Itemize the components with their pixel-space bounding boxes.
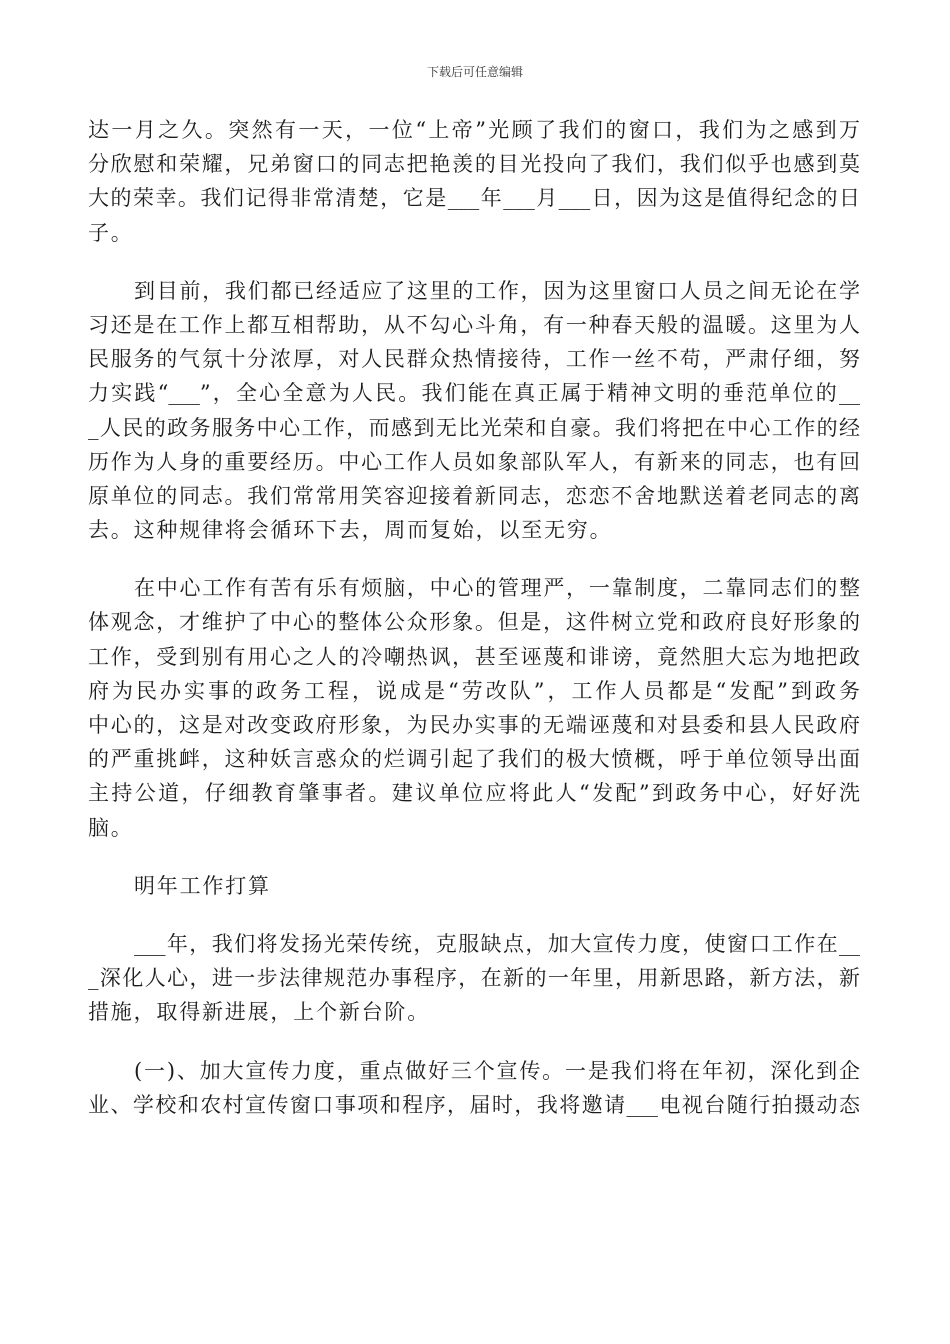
text-line: 分欣慰和荣耀，兄弟窗口的同志把艳羡的目光投向了我们，我们似乎也感到莫 bbox=[88, 152, 860, 177]
paragraph bbox=[88, 1054, 860, 1122]
paragraph bbox=[88, 113, 860, 250]
text-line: _人民的政务服务中心工作，而感到无比光荣和自豪。我们将把在中心工作的经 bbox=[88, 415, 860, 440]
text-line: 原单位的同志。我们常常用笑容迎接着新同志，恋恋不舍地默送着老同志的离 bbox=[88, 483, 860, 508]
text-line: 力实践“___”，全心全意为人民。我们能在真正属于精神文明的垂范单位的__ bbox=[88, 381, 860, 406]
text-line: _深化人心，进一步法律规范办事程序，在新的一年里，用新思路，新方法，新 bbox=[88, 966, 860, 991]
section-heading bbox=[88, 869, 860, 903]
text-line: 的严重挑衅，这种妖言惑众的烂调引起了我们的极大愤概，呼于单位领导出面 bbox=[88, 747, 860, 772]
text-line: (一)、加大宣传力度，重点做好三个宣传。一是我们将在年初，深化到企 bbox=[134, 1058, 860, 1083]
text-line: 习还是在工作上都互相帮助，从不勾心斗角，有一种春天般的温暖。这里为人 bbox=[88, 312, 860, 337]
text-line: 去。这种规律将会循环下去，周而复始，以至无穷。 bbox=[88, 518, 613, 543]
text-line: 主持公道，仔细教育肇事者。建议单位应将此人“发配”到政务中心，好好洗 bbox=[88, 781, 860, 806]
text-line: 府为民办实事的政务工程，说成是“劳改队”，工作人员都是“发配”到政务 bbox=[88, 678, 860, 703]
text-line: 措施，取得新进展，上个新台阶。 bbox=[88, 1000, 430, 1025]
heading-text: 明年工作打算 bbox=[134, 873, 271, 898]
text-line: 到目前，我们都已经适应了这里的工作，因为这里窗口人员之间无论在学 bbox=[134, 278, 860, 303]
paragraph bbox=[88, 274, 860, 548]
text-line: 中心的，这是对改变政府形象，为民办实事的无端诬蔑和对县委和县人民政府 bbox=[88, 713, 860, 737]
text-line: 体观念，才维护了中心的整体公众形象。但是，这件树立党和政府良好形象的 bbox=[88, 610, 860, 635]
text-line: 大的荣幸。我们记得非常清楚，它是___年___月___日，因为这是值得纪念的日 bbox=[88, 186, 860, 211]
text-line: 工作，受到别有用心之人的冷嘲热讽，甚至诬蔑和诽谤，竟然胆大忘为地把政 bbox=[88, 644, 860, 669]
paragraph bbox=[88, 927, 860, 1030]
text-line: 达一月之久。突然有一天，一位“上帝”光顾了我们的窗口，我们为之感到万 bbox=[88, 118, 860, 142]
document-body bbox=[88, 113, 860, 1146]
text-line: ___年，我们将发扬光荣传统，克服缺点，加大宣传力度，使窗口工作在__ bbox=[134, 931, 860, 956]
text-line: 脑。 bbox=[88, 815, 134, 840]
page-header: 下载后可任意编辑 bbox=[426, 65, 523, 79]
text-line: 业、学校和农村宣传窗口事项和程序，届时，我将邀请___电视台随行拍摄动态 bbox=[88, 1092, 860, 1117]
text-line: 历作为人身的重要经历。中心工作人员如象部队军人，有新来的同志，也有回 bbox=[88, 449, 860, 474]
paragraph bbox=[88, 571, 860, 845]
text-line: 民服务的气氛十分浓厚，对人民群众热情接待，工作一丝不苟，严肃仔细，努 bbox=[88, 347, 860, 372]
text-line: 在中心工作有苦有乐有烦脑，中心的管理严，一靠制度，二靠同志们的整 bbox=[134, 576, 860, 601]
text-line: 子。 bbox=[88, 220, 134, 245]
